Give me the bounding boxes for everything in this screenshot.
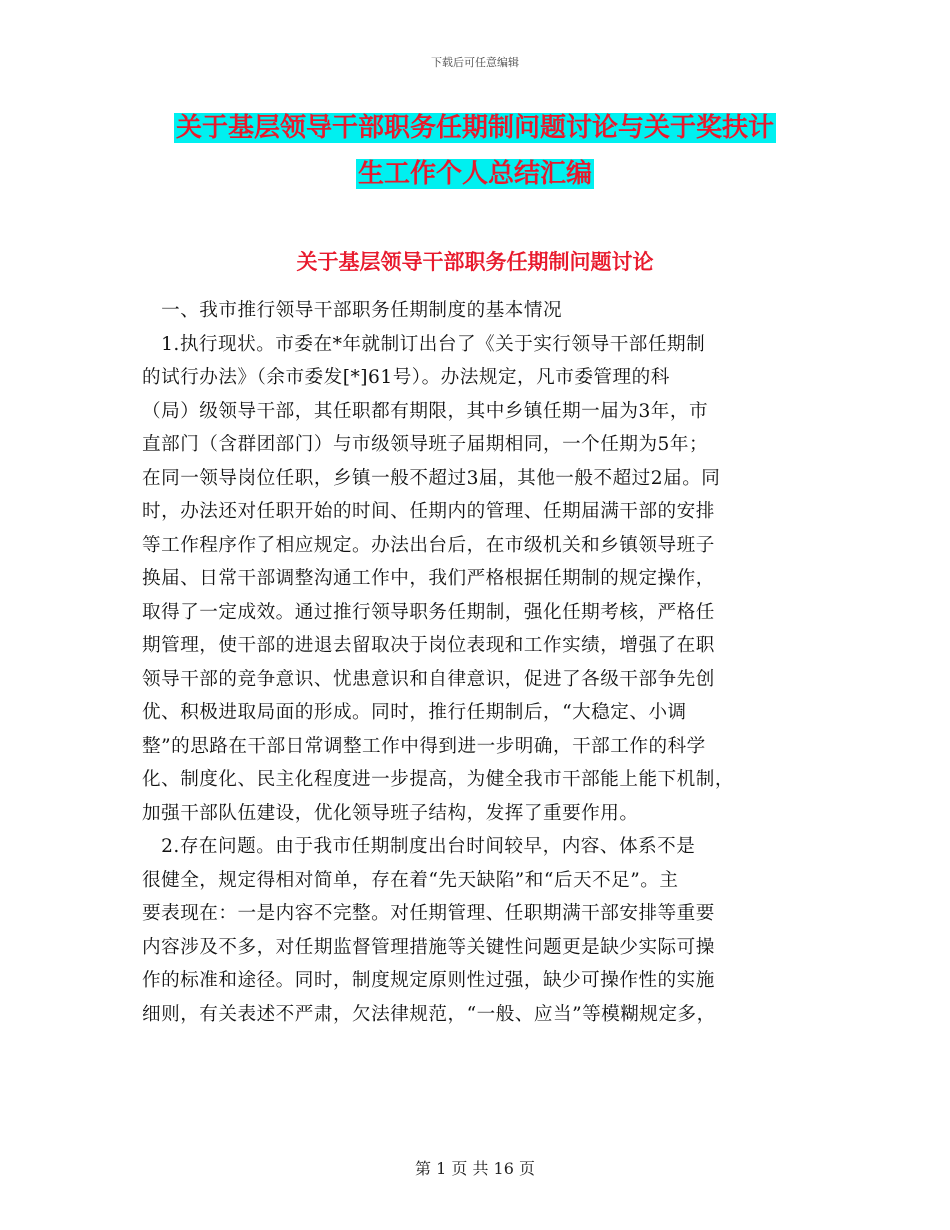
body-line: 等工作程序作了相应规定。办法出台后，在市级机关和乡镇领导班子 xyxy=(142,534,715,556)
body-line: 整”的思路在干部日常调整工作中得到进一步明确，干部工作的科学 xyxy=(142,735,706,757)
page-footer: 第 1 页 共 16 页 xyxy=(415,1159,535,1178)
body-line: 在同一领导岗位任职，乡镇一般不超过3届，其他一般不超过2届。同 xyxy=(142,467,721,489)
body-line: 加强干部队伍建设，优化领导班子结构，发挥了重要作用。 xyxy=(142,802,639,824)
body-line: 时，办法还对任职开始的时间、任期内的管理、任期届满干部的安排 xyxy=(142,501,715,522)
body-line: 要表现在：一是内容不完整。对任期管理、任职期满干部安排等重要 xyxy=(142,903,715,924)
body-line: 一、我市推行领导干部职务任期制度的基本情况 xyxy=(142,300,563,321)
body-line: 直部门（含群团部门）与市级领导班子届期相同，一个任期为5年； xyxy=(142,434,709,455)
body-line: 的试行办法》（余市委发[*]61号）。办法规定，凡市委管理的科 xyxy=(142,367,670,388)
body-line: 很健全，规定得相对简单，存在着“先天缺陷”和“后天不足”。主 xyxy=(142,869,679,891)
document-title-line-2 xyxy=(0,154,950,194)
body-line: 细则，有关表述不严肃，欠法律规范，“一般、应当”等模糊规定多， xyxy=(142,1003,716,1025)
body-line: （局）级领导干部，其任职都有期限，其中乡镇任期一届为3年，市 xyxy=(142,400,709,422)
body-line: 优、积极进取局面的形成。同时，推行任期制后，“大稳定、小调 xyxy=(142,702,687,723)
body-line: 领导干部的竞争意识、忧患意识和自律意识，促进了各级干部争先创 xyxy=(142,668,715,690)
body-line: 化、制度化、民主化程度进一步提高，为健全我市干部能上能下机制， xyxy=(142,769,734,790)
document-title-line-1 xyxy=(0,108,950,148)
body-line: 内容涉及不多，对任期监督管理措施等关键性问题更是缺少实际可操 xyxy=(142,936,715,958)
body-line: 作的标准和途径。同时，制度规定原则性过强，缺少可操作性的实施 xyxy=(142,970,715,991)
section-title: 关于基层领导干部职务任期制问题讨论 xyxy=(296,250,654,274)
body-line: 1.执行现状。市委在*年就制订出台了《关于实行领导干部任期制 xyxy=(142,333,706,355)
document-title-text-1: 关于基层领导干部职务任期制问题讨论与关于奖扶计 xyxy=(175,113,774,143)
body-line: 期管理，使干部的进退去留取决于岗位表现和工作实绩，增强了在职 xyxy=(142,635,715,656)
body-text xyxy=(142,294,812,1031)
body-line: 换届、日常干部调整沟通工作中，我们严格根据任期制的规定操作， xyxy=(142,568,715,589)
header-note: 下载后可任意编辑 xyxy=(431,56,519,69)
body-line: 2.存在问题。由于我市任期制度出台时间较早，内容、体系不是 xyxy=(142,836,696,857)
body-line: 取得了一定成效。通过推行领导职务任期制，强化任期考核，严格任 xyxy=(142,601,715,623)
document-title-text-2: 生工作个人总结汇编 xyxy=(357,159,592,189)
